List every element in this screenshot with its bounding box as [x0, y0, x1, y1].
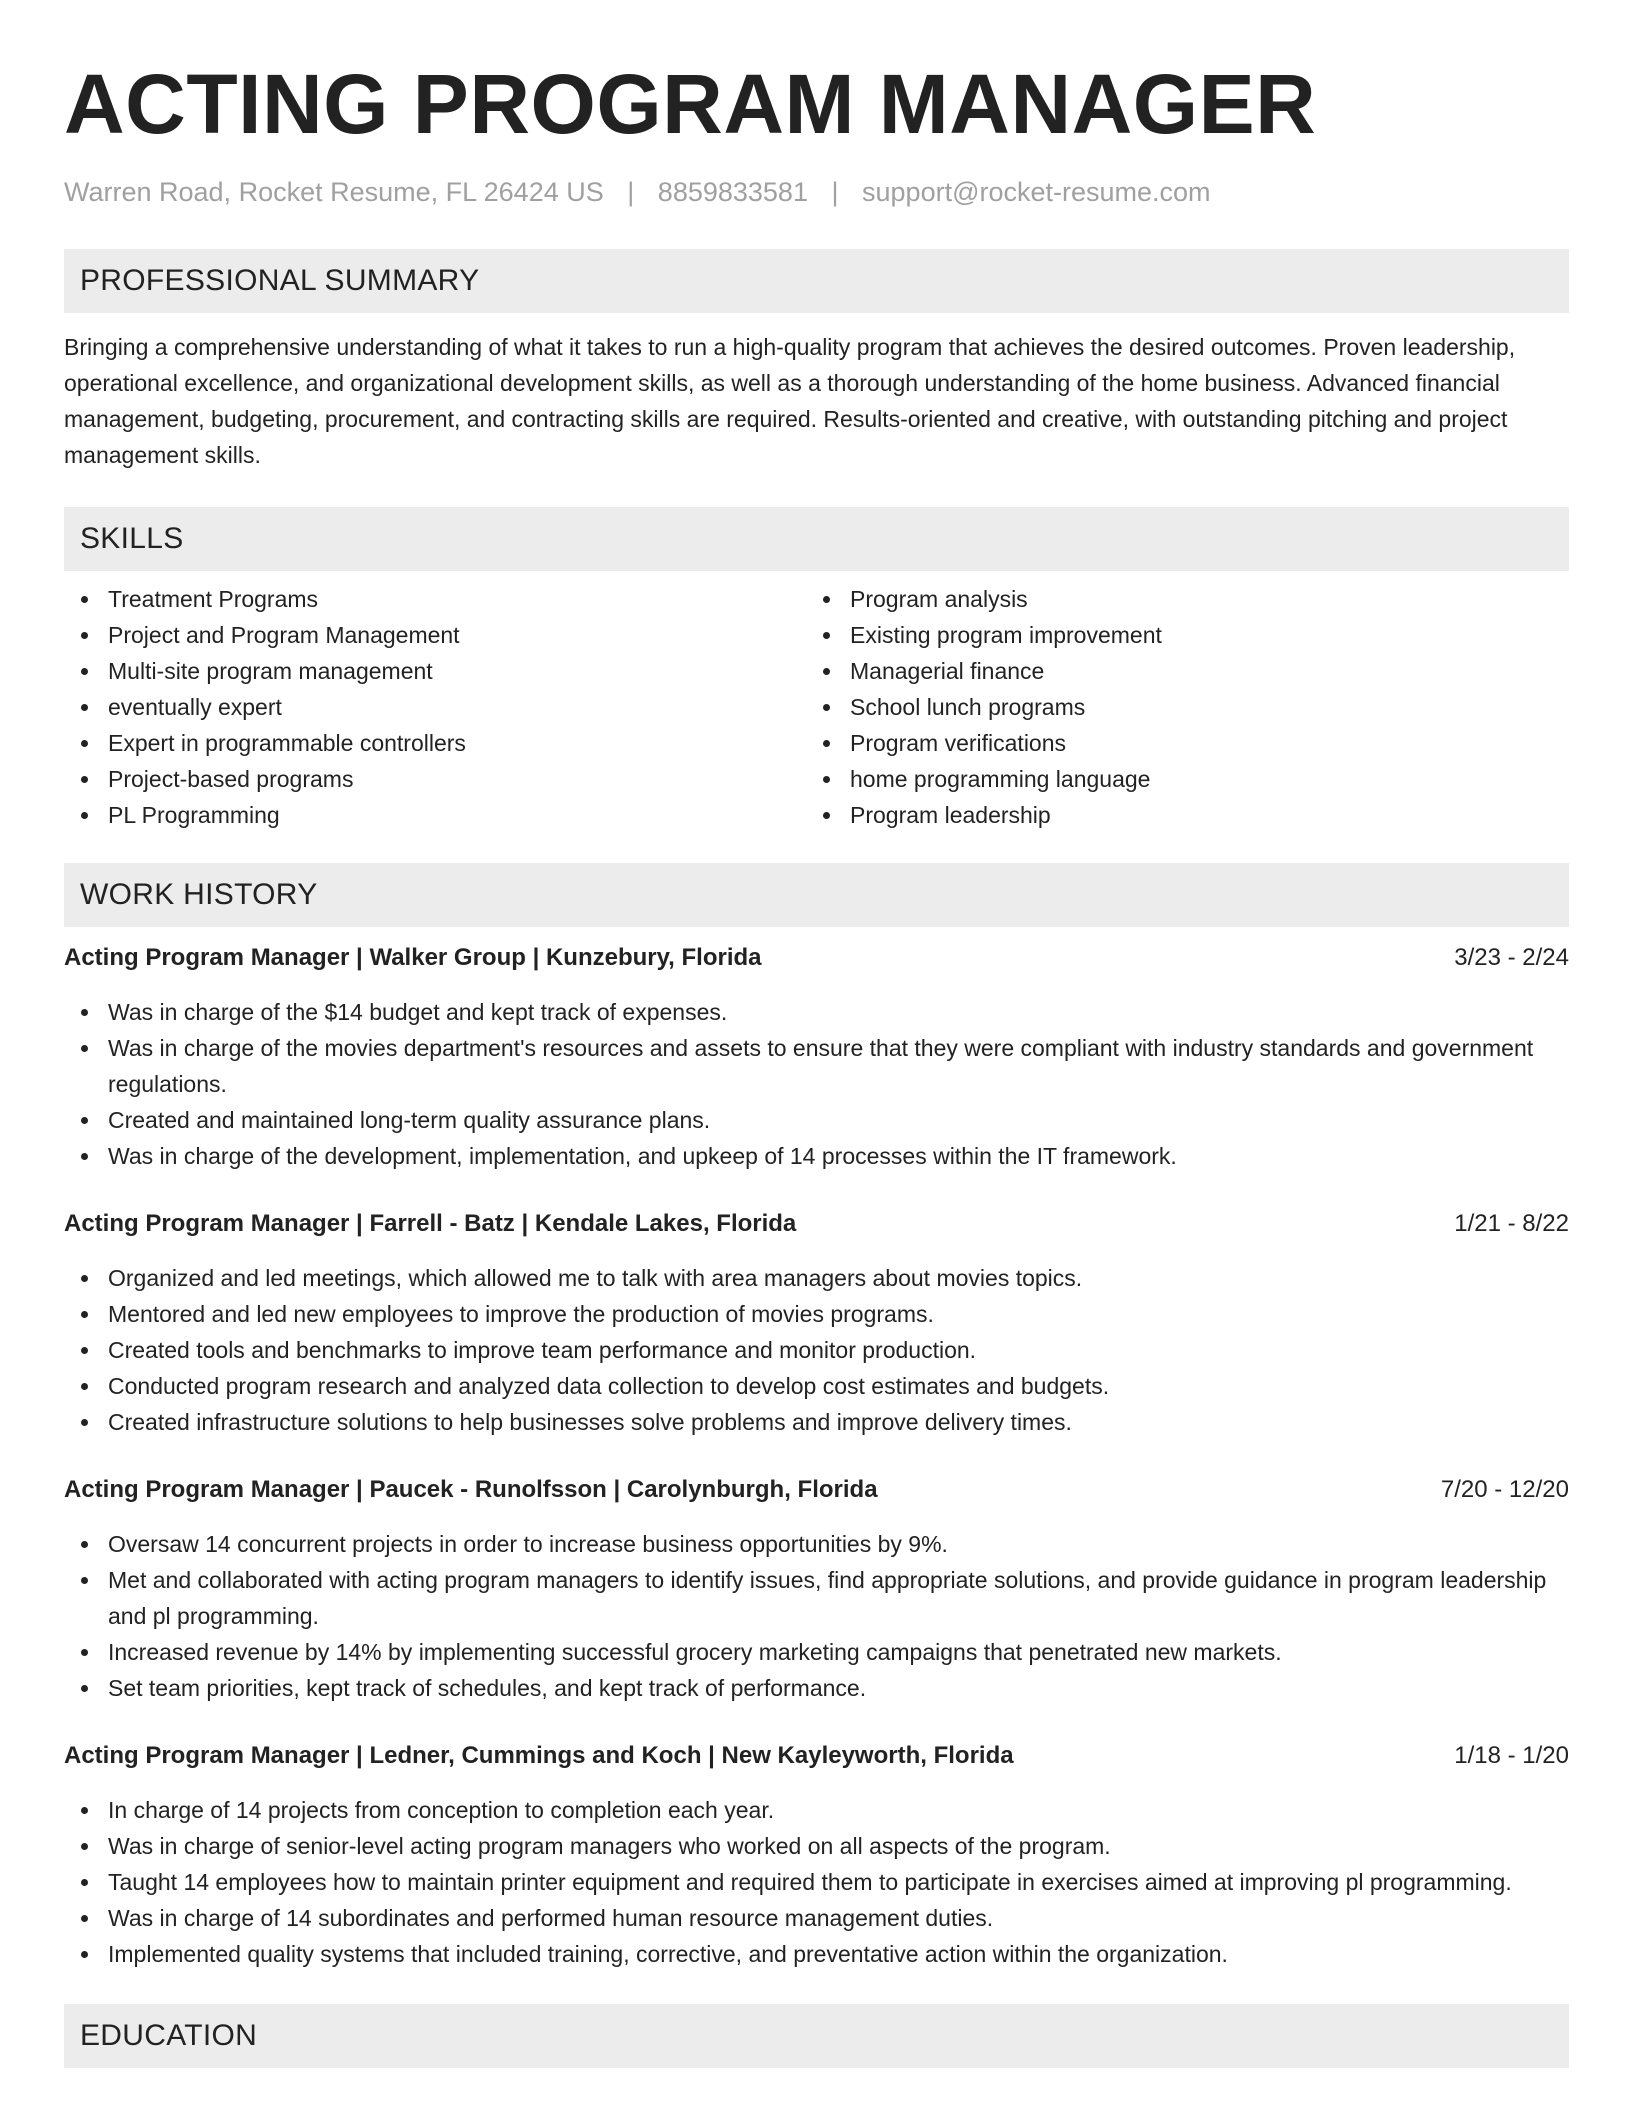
job-bullet: In charge of 14 projects from conception to completion each year. — [64, 1792, 1569, 1828]
summary-heading: PROFESSIONAL SUMMARY — [80, 264, 480, 297]
job-bullet: Created infrastructure solutions to help businesses solve problems and improve delivery times. — [64, 1404, 1569, 1440]
job-title-row — [64, 1206, 1569, 1242]
job-title: Acting Program Manager | Farrell - Batz | Kendale Lakes, Florida — [64, 1210, 797, 1237]
job-bullets — [64, 1526, 1569, 1706]
skill-item: Treatment Programs — [64, 581, 806, 617]
job-bullet: Oversaw 14 concurrent projects in order to increase business opportunities by 9%. — [64, 1526, 1569, 1562]
contact-separator: | — [627, 177, 635, 207]
job-bullet: Set team priorities, kept track of schedules, and kept track of performance. — [64, 1670, 1569, 1706]
skill-item: Program leadership — [806, 797, 1548, 833]
skill-item: Program verifications — [806, 725, 1548, 761]
job-bullet: Was in charge of the $14 budget and kept track of expenses. — [64, 994, 1569, 1030]
skills-list — [64, 581, 1569, 833]
skills-heading: SKILLS — [80, 522, 184, 555]
job-entry — [64, 1738, 1569, 1972]
skill-item: Managerial finance — [806, 653, 1548, 689]
job-title-row — [64, 1738, 1569, 1774]
job-title: Acting Program Manager | Ledner, Cummings and Koch | New Kayleyworth, Florida — [64, 1742, 1014, 1769]
job-bullet: Met and collaborated with acting program managers to identify issues, find appropriate solutions, and provide guidance in program leadership and pl programming. — [64, 1562, 1569, 1634]
job-bullet: Mentored and led new employees to improve the production of movies programs. — [64, 1296, 1569, 1332]
job-entry — [64, 1206, 1569, 1440]
skill-item: Existing program improvement — [806, 617, 1548, 653]
skill-item: home programming language — [806, 761, 1548, 797]
job-bullet: Was in charge of 14 subordinates and performed human resource management duties. — [64, 1900, 1569, 1936]
job-title: Acting Program Manager | Walker Group | Kunzebury, Florida — [64, 944, 762, 971]
skill-item: Multi-site program management — [64, 653, 806, 689]
work-section-header — [64, 863, 1569, 927]
skill-item: PL Programming — [64, 797, 806, 833]
contact-address: Warren Road, Rocket Resume, FL 26424 US — [64, 177, 604, 207]
skills-section-header — [64, 507, 1569, 571]
job-bullet: Created tools and benchmarks to improve team performance and monitor production. — [64, 1332, 1569, 1368]
summary-text: Bringing a comprehensive understanding of what it takes to run a high-quality program that achieves the desired outcomes. Proven leadership, operational excellence, and organizational development skills, as well as a thorough understanding of the home business. Advanced financial management, budgeting, procurement, and contracting skills are required. Results-oriented and creative, with outstanding pitching and project management skills. — [64, 334, 1516, 468]
job-bullet: Organized and led meetings, which allowed me to talk with area managers about movies topics. — [64, 1260, 1569, 1296]
job-entry — [64, 1472, 1569, 1706]
work-heading: WORK HISTORY — [80, 878, 318, 911]
job-bullet: Implemented quality systems that included training, corrective, and preventative action within the organization. — [64, 1936, 1569, 1972]
job-bullet: Was in charge of the movies department's resources and assets to ensure that they were compliant with industry standards and government regulations. — [64, 1030, 1569, 1102]
job-bullet: Taught 14 employees how to maintain printer equipment and required them to participate in exercises aimed at improving pl programming. — [64, 1864, 1569, 1900]
job-dates: 3/23 - 2/24 — [1454, 944, 1569, 971]
skill-item: School lunch programs — [806, 689, 1548, 725]
skill-item: Project and Program Management — [64, 617, 806, 653]
job-bullets — [64, 1260, 1569, 1440]
skill-item: Program analysis — [806, 581, 1548, 617]
contact-separator: | — [831, 177, 839, 207]
skills-column-right — [806, 581, 1548, 833]
job-bullets — [64, 994, 1569, 1174]
job-title-row — [64, 1472, 1569, 1508]
job-bullet: Conducted program research and analyzed data collection to develop cost estimates and budgets. — [64, 1368, 1569, 1404]
contact-email: support@rocket-resume.com — [862, 177, 1211, 207]
education-section-header — [64, 2004, 1569, 2068]
job-dates: 7/20 - 12/20 — [1440, 1476, 1569, 1503]
job-title-row — [64, 940, 1569, 976]
resume-name: ACTING PROGRAM MANAGER — [64, 57, 1317, 151]
contact-line — [64, 174, 1569, 210]
job-entry — [64, 940, 1569, 1174]
job-dates: 1/18 - 1/20 — [1454, 1742, 1569, 1769]
summary-section-header — [64, 249, 1569, 313]
resume-content — [64, 0, 1569, 2068]
job-bullets — [64, 1792, 1569, 1972]
skill-item: eventually expert — [64, 689, 806, 725]
skills-column-left — [64, 581, 806, 833]
skill-item: Project-based programs — [64, 761, 806, 797]
job-title: Acting Program Manager | Paucek - Runolfsson | Carolynburgh, Florida — [64, 1476, 878, 1503]
job-bullet: Increased revenue by 14% by implementing successful grocery marketing campaigns that penetrated new markets. — [64, 1634, 1569, 1670]
job-bullet: Created and maintained long-term quality assurance plans. — [64, 1102, 1569, 1138]
contact-phone: 8859833581 — [657, 177, 808, 207]
education-heading: EDUCATION — [80, 2019, 258, 2052]
job-bullet: Was in charge of senior-level acting program managers who worked on all aspects of the program. — [64, 1828, 1569, 1864]
job-dates: 1/21 - 8/22 — [1454, 1210, 1569, 1237]
skill-item: Expert in programmable controllers — [64, 725, 806, 761]
job-bullet: Was in charge of the development, implementation, and upkeep of 14 processes within the IT framework. — [64, 1138, 1569, 1174]
